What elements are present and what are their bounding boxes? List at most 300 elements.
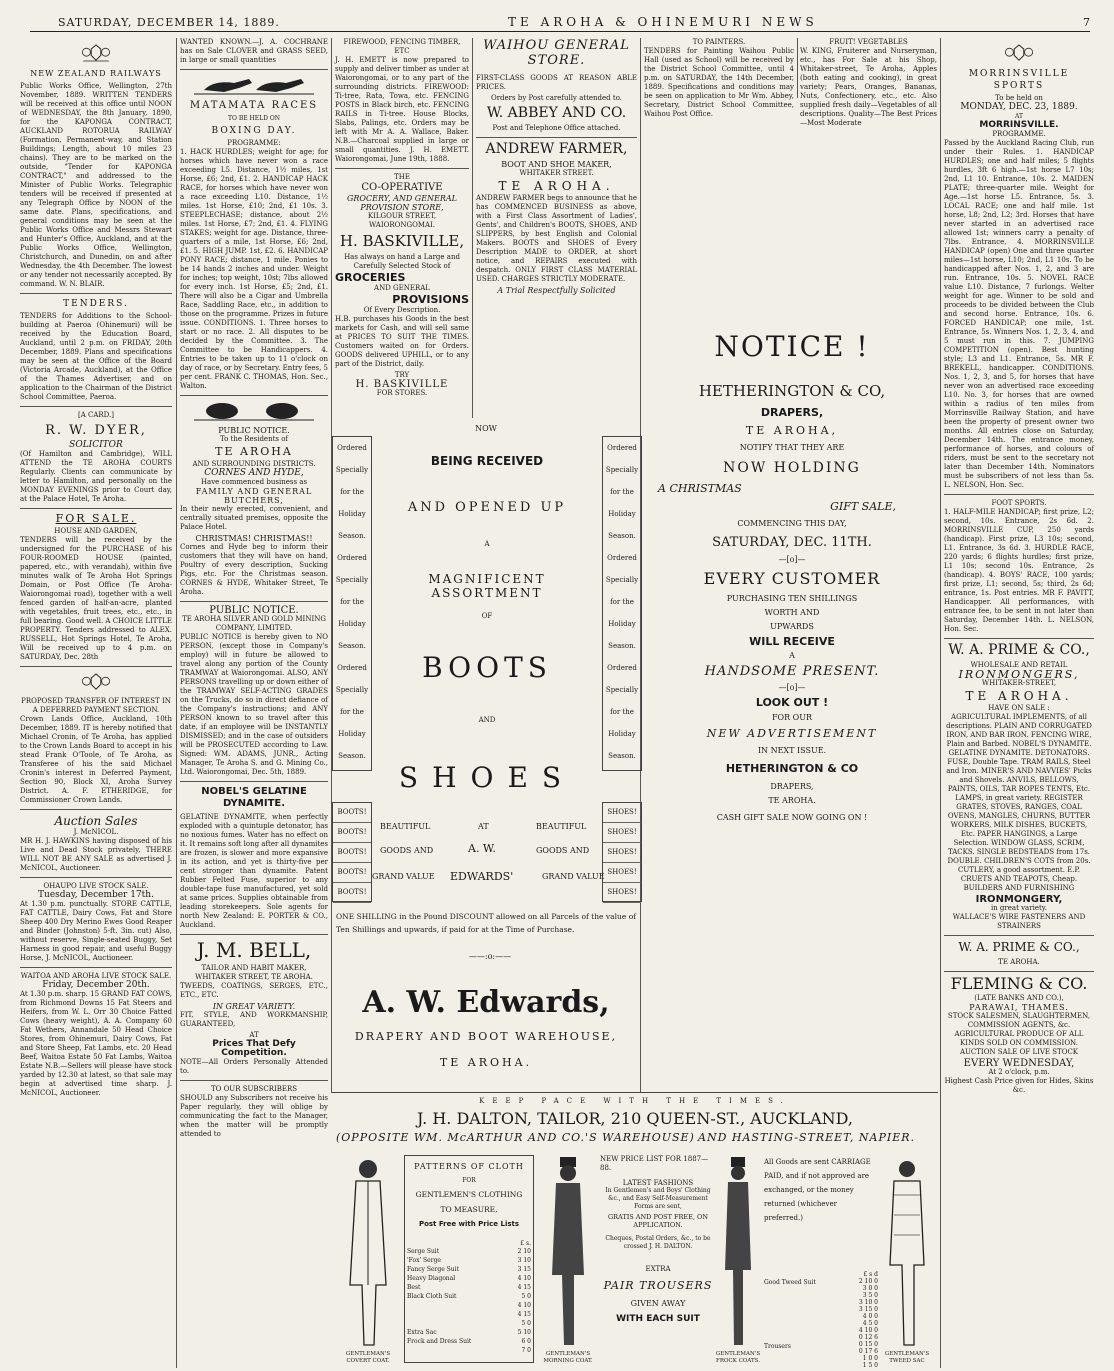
- baskiville-sub: Has always on hand a Large and Carefully Selected Stock of: [344, 253, 460, 270]
- price-item: Black Cloth Suit: [407, 1293, 457, 1300]
- beautiful-left: BEAUTIFUL: [380, 822, 431, 831]
- right-sidebar: [602, 436, 642, 771]
- racehorse-icon: [194, 74, 314, 96]
- column-rule: [940, 38, 941, 1368]
- column-7: [944, 38, 1094, 1366]
- column-rule: [797, 38, 798, 98]
- price-item: Best: [407, 1284, 421, 1291]
- cornes-sub: Have commenced business as: [200, 478, 308, 486]
- painters-heading: TO PAINTERS.: [692, 38, 746, 46]
- tweed-price: 0 17 6: [858, 1348, 878, 1355]
- list-item: SHOES!: [603, 823, 641, 843]
- public-notice-sub: TE AROHA SILVER AND GOLD MINING COMPANY, LIMITED.: [182, 615, 326, 632]
- list-item: Season.: [338, 752, 366, 760]
- tweed-price: 0 12 6: [858, 1334, 878, 1341]
- public-notice-body: PUBLIC NOTICE is hereby given to NO PERSON, (except those in Company's employ) will in future be allowed to travel along any portion of the County TRAMWAY at Waiorongomai. ALSO, ANY PERSONS travelling up or down either of the TRAMWAY SELF-ACTING GRADES on the Trucks, do so in direct defiance of the Company's instructions; and ANY PERSON known to so travel after this date, if an employee will be INSTANTLY DISMISSED; and in the case of outsiders will be PROSECUTED according to Law. Signed: WM. ADAMS, JUNR., Acting Manager, Te Aroha S. and G. Mining Co., Ltd. Waiorongomai, Dec. 5th, 1889.: [180, 633, 328, 776]
- cheques-text: Cheques, Postal Orders, &c., to be crossed J. H. DALTON.: [605, 1235, 711, 1250]
- list-item: BOOTS!: [333, 823, 371, 843]
- farmer-body: ANDREW FARMER begs to announce that he has COMMENCED BUSINESS as above, with a First Class Assortment of Ladies', Gents', and Children's BOOTS, SHOES, AND SLIPPERS, by best English and Colonial Makers. BOOTS and SHOES of Every Description MADE to ORDER, at short notice, and REPAIRS executed with despatch. ONLY FIRST CLASS MATERIAL USED. CHARGES STRICTLY MODERATE.: [476, 194, 638, 283]
- dyer-body: (Of Hamilton and Cambridge), WILL ATTEND the TE AROHA COURTS Regularly. Clients can communicate by letter to Hamilton, and personally on the MONDAY EVENINGS prior to Court day, at the Palace Hotel, Te Aroha.: [20, 450, 172, 503]
- trial-text: A Trial Respectfully Solicited: [497, 286, 616, 295]
- notice-town: TE AROHA: [215, 445, 293, 458]
- orders-text: Orders by Post carefully attended to.: [490, 94, 623, 102]
- fruit-heading: FRUIT! VEGETABLES: [829, 38, 908, 46]
- divider: [20, 293, 172, 294]
- races-heading: MATAMATA RACES: [189, 100, 319, 111]
- bell-variety: IN GREAT VARIETY.: [212, 1002, 296, 1011]
- dalton-ad: [332, 1092, 938, 1368]
- farmer-street: WHITAKER STREET.: [519, 169, 594, 177]
- bell-prices: Prices That Defy Competition.: [212, 1039, 296, 1058]
- left-sidebar: [332, 436, 372, 771]
- dalton-name: J. H. DALTON, TAILOR, 210 QUEEN-ST., AUCKLAND,: [416, 1109, 854, 1128]
- ornament: —[o]—: [778, 683, 806, 692]
- have-on-sale: HAVE ON SALE :: [988, 704, 1050, 712]
- grocery-heading: GROCERY, AND GENERAL PROVISION STORE,: [347, 194, 457, 212]
- fruit-body: W. KING, Fruiterer and Nurseryman, etc., has For Sale at his Shop, Whitaker-street, Te Aroha, Apples (both eating and cooking), in great variety; Pears, Oranges, Bananas, Nuts, Confectionery, etc., etc. Also supplied fresh daily—Vegetables of all descriptions. Quality—The Best Prices—Most Moderate: [800, 47, 937, 127]
- gentleman-figure-icon: [340, 1155, 396, 1350]
- list-item: SHOES!: [603, 883, 641, 903]
- public-notice-heading: PUBLIC NOTICE.: [209, 605, 299, 616]
- farmer-name: ANDREW FARMER,: [485, 141, 628, 157]
- waitoa-date: Friday, December 20th.: [42, 980, 150, 990]
- tenders-heading: TENDERS.: [63, 299, 129, 309]
- sports-body: Passed by the Auckland Racing Club, run under their Rules. 1. HANDICAP HURDLES; one and half miles; 5 flights hurdles, 3ft 6 high.—1st horse L7 10s; 2nd, L1 10. Entrance, 10s. 2. MAIDEN PLATE; three-quarter mile. Weight for Age.—1st horse L5. Entrance, 5s. 3. LOCAL RACE; one and half mile. 1st horse, L8; 2nd, L2; 3rd. Horses that have never started in an advertised race allowed 1st; winners carry a penalty of 7lbs. Entrance, 4. MORRINSVILLE HANDICAP (open) One and three quarter miles—1st horse, L10; 2nd, L1 10s. To be handicapped after Nos. 1, 2, and 3 are run. Entrance, 10s. 5. NOVEL RACE value L10. Distance, 7 furlongs. Welter weight for age. Winner to be sold and proceeds to be divided between the Club and second horse. Entrance, 10s. 6. FORCED HANDICAP; one mile, 1st. Entrance, 5s. Winners Nos. 1, 2, 3, 4, and 5 must run in this. 7. JUMPING COMPETITION (open). Best hunting style; L3 and L1. Entrance, 5s. MR F. BREKELL, handicapper. CONDITIONS. Nos. 1, 2, 3, and 5, for horses that have never won an advertised race exceeding L10. No. 3, for horses that are owned within a radius of ten miles from Morrinsville Railway Station, and have been the property of present owner two months. All entries close on Saturday, December 14th. The entrance money, performance of horses, and colours of riders, must be sent to the secretary not later than December 14th. Nominators must be subscribers of not less than 5s. L. NELSON, Hon. Sec.: [944, 139, 1094, 489]
- divider: [335, 168, 469, 169]
- a-text: A: [789, 651, 795, 660]
- bell-name: J. M. BELL,: [196, 938, 312, 962]
- bell-fit: FIT, STYLE, AND WORKMANSHIP, GUARANTEED,: [180, 1011, 328, 1028]
- tweed-price: 4 5 0: [862, 1320, 878, 1327]
- keep-pace: KEEP PACE WITH THE TIMES.: [479, 1097, 791, 1105]
- list-item: Specially: [605, 576, 639, 584]
- dalton-opposite: (OPPOSITE WM. McARTHUR AND CO.'S WAREHOUSE): [336, 1131, 695, 1144]
- bell-items: TWEEDS, COATINGS, SERGES, ETC., ETC., ETC.: [180, 982, 328, 999]
- prime-body: AGRICULTURAL IMPLEMENTS, of all descriptions. PLAIN AND CORRUGATED IRON, AND BAR IRON. FENCING WIRE, Plain and Barbed. NOBEL'S DYNAMITE. GELATINE DYNAMITE. DETONATORS. FUSE, Double Tape. TRAM RAILS, Steel and Iron. MINER'S AND NAVVIES' Picks and Shovels. ANVILS, BELLOWS, PAINTS, OILS, TAR ROPES TENTS, Etc. LAMPS, in great variety. REGISTER GRATES, STOVES, RANGES, COAL OVENS, MANGLES, CHURNS, BUTTER WORKERS, MILK DISHES, BUCKETS, Etc. PAPER HANGINGS, a Large Selection. WINDOW GLASS, SCRIM, TACKS. SINGLE BEDSTEADS from 17s. DOUBLE. CHILDREN'S COTS from 20s. CUTLERY, a good assortment. E.P. CRUETS AND TEAPOTS, Cheap. BUILDERS AND FURNISHING: [946, 713, 1092, 892]
- at-label: AT: [478, 822, 489, 831]
- all-goods-text: All Goods are sent CARRIAGE PAID, and if not approved are exchanged, or the money returned (whichever preferred.): [764, 1158, 871, 1222]
- caption-covert: GENTLEMAN'S COVERT COAT.: [345, 1351, 391, 1364]
- pair-trousers: PAIR TROUSERS: [603, 1279, 713, 1292]
- programme-label: PROGRAMME:: [227, 139, 281, 147]
- sale-date: SATURDAY, DEC. 11TH.: [712, 535, 872, 550]
- ohaupo-body: At 1.30 p.m. punctually. STORE CATTLE, FAT CATTLE, Dairy Cows, Fat and Store Sheep 400 Dry Merino Ewes Good Reaper and Binder (Johnston) 5-ft. 3in. cut) Also, without reserve, Single-seated Buggy, Set Harness in good repair, and useful Buggy Horse, J. McNICOL, Auctioneer.: [20, 900, 172, 962]
- bell-note: NOTE—All Orders Personally Attended to.: [180, 1058, 328, 1075]
- of-label: OF: [481, 612, 493, 620]
- aw-label: A. W.: [468, 842, 496, 855]
- livestock-icon: [194, 400, 314, 422]
- price-row: [407, 1283, 531, 1292]
- cash-gift-text: CASH GIFT SALE NOW GOING ON !: [716, 813, 868, 822]
- price-row: [407, 1292, 531, 1301]
- provisions-label: PROVISIONS: [392, 293, 469, 306]
- wallace-text: WALLACE'S WIRE FASTENERS AND STRAINERS: [952, 913, 1086, 930]
- tweed-prices: [764, 1271, 878, 1369]
- nobel-heading: NOBEL'S GELATINE DYNAMITE.: [201, 786, 307, 809]
- for-stores-label: FOR STORES.: [376, 389, 428, 397]
- price-value: 7 0: [521, 1347, 531, 1354]
- of-every-label: Of Every Description.: [363, 306, 441, 314]
- grand-left: GRAND VALUE: [372, 872, 435, 881]
- price-value: 4 15: [517, 1311, 531, 1318]
- nobel-body: GELATINE DYNAMITE, when perfectly exploded with a quintuple detonator, has no noxious fumes. Water has no effect on it. It remains soft long after all dynamites are frozen, is slower and more expansive in its action, and yet is thirty-five per cent stronger than dynamite. Patent Rubber Felted Fuse, superior to any double-tape fuse manufactured, yet sold at same prices. Supplies obtainable from leading storekeepers. Sole agents for north New Zealand: E. PORTER & CO., Auckland.: [180, 813, 328, 929]
- firewood-heading: FIREWOOD, FENCING TIMBER, ETC: [343, 38, 461, 55]
- notify-text: NOTIFY THAT THEY ARE: [739, 443, 845, 452]
- list-item: Specially: [335, 576, 369, 584]
- price-value: 2 10: [517, 1248, 531, 1255]
- farmer-town: TE AROHA.: [498, 179, 615, 193]
- coat-of-arms-icon: [80, 671, 112, 693]
- terms-box: [764, 1155, 878, 1369]
- list-item: Ordered: [607, 664, 637, 672]
- house-body: TENDERS will be received by the undersigned for the PURCHASE of his FOUR-ROOMED HOUSE (painted, papered, etc., with verandah), within five minutes walk of Te Aroha Hot Springs Domain, or Post Office (Te Aroha-Waiorongomai road), together with a well fenced garden of half-an-acre, planted with vegetables, fruit trees, etc., etc., in full bearing. Good well. A CHOICE LITTLE PROPERTY. Tenders addressed to ALEX. RUSSELL, Hot Springs Hotel, Te Aroha, Will be received up to 4 p.m. on SATURDAY, Dec. 28th: [20, 536, 172, 661]
- price-value: 4 10: [517, 1275, 531, 1282]
- divider: [180, 934, 328, 935]
- wanted-notice: WANTED KNOWN.—J. A. COCHRANE has on Sale CLOVER and GRASS SEED, in large or small quantities: [180, 38, 328, 64]
- masthead: [30, 14, 1090, 32]
- next-issue: IN NEXT ISSUE.: [757, 746, 827, 755]
- price-value: 5 0: [521, 1293, 531, 1300]
- price-row: [407, 1319, 531, 1328]
- column-5b: [800, 38, 937, 127]
- price-value: 3 15: [517, 1266, 531, 1273]
- price-item: Heavy Diagonal: [407, 1275, 456, 1282]
- hetherington-ad: [648, 330, 936, 890]
- shoes-heading: SHOES: [398, 761, 576, 794]
- tweed-price: 1 5 0: [862, 1362, 878, 1369]
- price-value: 3 10: [517, 1257, 531, 1264]
- divider: [180, 1080, 328, 1081]
- price-list-header: £ s.: [520, 1240, 531, 1247]
- column-rule: [176, 38, 177, 1368]
- coat-of-arms-icon: [80, 42, 112, 64]
- sports-place: MORRINSVILLE.: [979, 120, 1059, 130]
- christmas-heading: CHRISTMAS! CHRISTMAS!!: [195, 534, 313, 543]
- column-1: [20, 38, 172, 1366]
- new-advertisement: NEW ADVERTISEMENT: [706, 727, 878, 740]
- tweed-price: 1 0 0: [862, 1355, 878, 1362]
- gentleman-figure-icon: [718, 1155, 758, 1350]
- forour-text: FOR OUR: [772, 713, 812, 722]
- coat-of-arms-icon: [1003, 42, 1035, 64]
- butchers-heading: FAMILY AND GENERAL BUTCHERS,: [195, 487, 313, 505]
- waitoa-body: At 1.30 p.m. sharp. 15 GRAND FAT COWS, from Richmond Downs 15 Fat Steers and Heifers, from W. L. Orr 30 Choice Fatted Cows (heavy weight), A. A. Company 60 Fat Wethers, Annandale 50 Head Choice Stores, from Ohinemuri, Dairy Cows, Fat and Store Sheep, Fat Lambs, etc. 20 Head Beef, Waitoa Estate 50 Fat Lambs, Waitoa Estate N.B.—Sellers will please have stock yarded by 12.30 at latest, so that sale may begin at advertised time sharp. J. McNICOL, Auctioneer.: [20, 990, 173, 1097]
- patterns-heading: PATTERNS OF CLOTH: [414, 1162, 524, 1171]
- tweed-price: 3 10 0: [858, 1299, 878, 1306]
- edwards-label: EDWARDS': [450, 870, 514, 883]
- and-label: AND: [478, 716, 496, 724]
- price-item: Fancy Serge Suit: [407, 1266, 459, 1273]
- notice-title: NOTICE !: [714, 330, 870, 363]
- hetherington-firm-2: HETHERINGTON & CO: [725, 762, 859, 775]
- shoes-list: [602, 802, 642, 902]
- price-list-box: [600, 1155, 716, 1363]
- every-wednesday: EVERY WEDNESDAY,: [963, 1058, 1075, 1069]
- boots-list: [332, 802, 372, 902]
- discount-text: ONE SHILLING in the Pound DISCOUNT allowed on all Parcels of the value of Ten Shillings and upwards, if paid for at the Time of Purchase.: [336, 912, 636, 934]
- fleming-place: PARAWAI, THAMES.: [969, 1003, 1069, 1012]
- tweed-header: £ s d: [863, 1271, 878, 1278]
- railways-heading: NEW ZEALAND RAILWAYS: [30, 69, 162, 78]
- foot-sports-heading: FOOT SPORTS.: [991, 499, 1047, 507]
- price-row: [407, 1256, 531, 1265]
- abbey-name: W. ABBEY AND CO.: [486, 105, 627, 121]
- being-received: BEING RECEIVED: [430, 454, 544, 468]
- for-sale-heading: FOR SALE.: [55, 512, 137, 525]
- list-item: for the: [340, 708, 364, 716]
- card-label: [A CARD.]: [77, 411, 114, 419]
- notice-heading: PUBLIC NOTICE.: [218, 426, 290, 435]
- lookout-text: LOOK OUT !: [755, 696, 829, 709]
- prime-town-2: TE AROHA.: [998, 958, 1040, 966]
- cornes-body: In their newly erected, convenient, and centrally situated premises, opposite the Palace Hotel.: [180, 505, 328, 531]
- divider: [180, 601, 328, 602]
- list-item: BOOTS!: [333, 803, 371, 823]
- list-item: Season.: [608, 642, 636, 650]
- list-item: Ordered: [337, 444, 367, 452]
- prime-street: WHITAKER-STREET,: [981, 679, 1057, 687]
- prime-name: W. A. PRIME & CO.,: [948, 642, 1090, 658]
- worth-text: WORTH AND: [764, 608, 820, 617]
- patterns-box: [404, 1155, 534, 1363]
- list-item: Holiday: [608, 620, 636, 628]
- list-item: BOOTS!: [333, 843, 371, 863]
- price-value: 4 10: [517, 1302, 531, 1309]
- latest-fashions: LATEST FASHIONS: [622, 1179, 694, 1187]
- transfer-body: Crown Lands Office, Auckland, 10th December, 1889. IT is hereby notified that Michael Cronin, of Te Aroha, has applied to the Crown Lands Board to accept in his stead Frank O'Toole, of Te Aroha, as Transferee of his the said Michael Cronin's interest in Deferred Payment, Section 90, Block XI, Aroha Survey District. A. F. ETHERIDGE, for Commissioner Crown Lands.: [20, 715, 172, 804]
- tweed-price: 4 10 0: [858, 1327, 878, 1334]
- caption-morning: GENTLEMAN'S MORNING COAT.: [543, 1351, 593, 1364]
- tweed-label: Good Tweed Suit: [764, 1279, 816, 1286]
- price-value: 5 10: [517, 1329, 531, 1336]
- extra-label: EXTRA: [645, 1265, 671, 1273]
- price-row: [407, 1301, 531, 1310]
- list-item: Season.: [608, 752, 636, 760]
- column-rule: [472, 38, 473, 418]
- present-text: HANDSOME PRESENT.: [704, 664, 880, 679]
- list-item: Ordered: [337, 664, 367, 672]
- bell-sub: TAILOR AND HABIT MAKER, WHITAKER STREET, TE AROHA.: [195, 964, 313, 981]
- list-item: Holiday: [608, 510, 636, 518]
- notice-sub: AND SURROUNDING DISTRICTS.: [192, 460, 316, 468]
- column-2: [180, 38, 328, 1138]
- list-item: Season.: [608, 532, 636, 540]
- railways-body: Public Works Office, Wellington, 27th November, 1889. WRITTEN TENDERS will be received at this office until NOON of WEDNESDAY, the 8th January, 1890, for the KAPONGA CONTRACT, AUCKLAND ROTORUA RAILWAY (Formation, Permanent-way, and Station Buildings; Length, about 10 miles 23 chains). They are to be marked on the outside, "Tender for KAPONGA CONTRACT," and addressed to the Minister of Public Works. Telegraphic tenders will be received if presented at any Telegraph Office by NOON of the same date. Plans, specifications, and general conditions may be seen at the Public Works Office and Messrs Stewart and Hunter's Office, Auckland, and at the Public Works Office, Wellington, Christchurch, and Dunedin, on and after Wednesday, the 4th December. The lowest or any tender not necessarily accepted. By command. W. N. BLAIR.: [20, 82, 172, 288]
- divider: [476, 137, 637, 138]
- list-item: Season.: [338, 642, 366, 650]
- boots-heading: BOOTS: [422, 651, 552, 684]
- for-label: FOR: [462, 1177, 476, 1184]
- to-measure: TO MEASURE,: [440, 1205, 498, 1214]
- hetherington-firm: HETHERINGTON & CO,: [698, 382, 886, 400]
- new-price-list: NEW PRICE LIST FOR 1887—88.: [600, 1155, 709, 1172]
- sports-heading: MORRINSVILLE SPORTS: [968, 69, 1070, 91]
- price-item: Extra Sac: [407, 1329, 437, 1336]
- list-item: Specially: [605, 686, 639, 694]
- fleming-sub: (LATE BANKS AND CO.),: [974, 994, 1064, 1002]
- hawkins-notice: MR H. J. HAWKINS having disposed of his Live and Dead Stock privately, THERE WILL NOT BE ANY SALE as advertised J. McNICOL, Auctioneer.: [20, 837, 172, 872]
- divider: [180, 69, 328, 70]
- ornament-divider: ——:o:——: [468, 952, 512, 961]
- ohaupo-date: Tuesday, December 17th.: [38, 890, 154, 900]
- list-item: BOOTS!: [333, 863, 371, 883]
- edwards-town: TE AROHA.: [439, 1056, 533, 1069]
- waitoa-heading: WAITOA AND AROHA LIVE STOCK SALE.: [20, 972, 172, 980]
- baskiville-name: H. BASKIVILLE,: [339, 232, 465, 250]
- gentlemens-clothing: GENTLEMEN'S CLOTHING: [415, 1190, 523, 1199]
- opened-up: AND OPENED UP: [407, 500, 567, 515]
- prime-name-2: W. A. PRIME & CO.,: [958, 940, 1080, 954]
- now-label: NOW: [475, 424, 497, 433]
- drapers-2: DRAPERS,: [770, 782, 814, 791]
- column-5: [644, 38, 794, 118]
- ohaupo-heading: OHAUPO LIVE STOCK SALE.: [43, 882, 149, 890]
- races-body: 1. HACK HURDLES; weight for age; for horses which have never won a race exceeding L5. Distance, 1½ miles, 1st Horse, £6; 2nd, £1. 2. HANDICAP HACK RACE, for horses which have never won a race exceeding L10. Distance, 1½ miles. 1st Horse, £10; 2nd, £1 10s. 3. STEEPLECHASE; distance, about 2½ miles. 1st Horse, £7; 2nd, £1. 4. FLYING STAKES; weight for age. Distance, three-quarters of a mile, 1st Horse, £6; 2nd, £1. 5. HIGH JUMP. 1st, £2. 6. HANDICAP PONY RACE; distance, 1 mile. Ponies to be 14 hands 2 inches and under. Weight for inches; top weight, 10st; 7lbs allowed for every inch. 1st Horse, £5; 2nd, £1. There will also be a Cigar and Umbrella Race, Saddling Race, etc., in addition to those on the programme. Prizes in future issue. CONDITIONS. 1. Three horses to start or no race. 2. All disputes to be decided by the Committee. 3. The Committee to be Handicappers. 4. Entries to be taken up to 11 o'clock on day of race, or by Secretary. Entry fees, 5 per cent. FRANK C. THOMAS, Hon. Sec., Walton.: [180, 148, 328, 390]
- every-customer: EVERY CUSTOMER: [703, 569, 881, 588]
- sports-at: AT: [1014, 113, 1023, 120]
- given-away: GIVEN AWAY: [630, 1299, 686, 1308]
- list-item: for the: [340, 488, 364, 496]
- ornament: —[o]—: [778, 555, 806, 564]
- races-sub: TO BE HELD ON: [227, 115, 280, 122]
- list-item: SHOES!: [603, 803, 641, 823]
- ironmongery: IRONMONGERY,: [975, 894, 1063, 905]
- list-item: Ordered: [337, 554, 367, 562]
- waihou-heading: WAIHOU GENERAL STORE.: [483, 38, 630, 68]
- try-label: TRY: [394, 371, 410, 379]
- dyer-title: SOLICITOR: [69, 440, 123, 450]
- newspaper-title: TE AROHA & OHINEMURI NEWS: [508, 15, 818, 29]
- coop-heading: CO-OPERATIVE: [361, 182, 443, 193]
- tweed-price: 3 15 0: [858, 1306, 878, 1313]
- list-item: SHOES!: [603, 843, 641, 863]
- subscribers-body: SHOULD any Subscribers not receive his Paper regularly, they will oblige by communicating the fact to the Manager, when the matter will be promptly attended to: [180, 1094, 328, 1138]
- drapers-label: DRAPERS,: [760, 406, 824, 419]
- sports-held: To be held on: [995, 94, 1043, 102]
- price-item: Frock and Dress Suit: [407, 1338, 472, 1345]
- magnificent-assortment: MAGNIFICENT ASSORTMENT: [428, 572, 546, 600]
- tenders-body: TENDERS for Additions to the School-building at Paeroa (Ohinemuri) will be received by the Education Board, Auckland, until 2 p.m. on FRIDAY, 20th December, 1889. Plans and specifications may be seen at the Office of the Board (Victoria Arcade, Auckland), at the Office of the Thames Advertiser, and on application to the Chairman of the District School Committee, Paeroa.: [20, 312, 172, 401]
- races-day: BOXING DAY.: [211, 126, 297, 136]
- page-number: 7: [1083, 16, 1090, 29]
- price-item: Serge Suit: [407, 1248, 440, 1255]
- list-item: Specially: [335, 686, 369, 694]
- edwards-ad: [332, 424, 640, 904]
- trousers-label: Trousers: [764, 1343, 791, 1350]
- fleming-name: FLEMING & CO.: [950, 974, 1088, 993]
- fleming-body: STOCK SALESMEN, SLAUGHTERMEN, COMMISSION AGENTS, &c. AGRICULTURAL PRODUCE OF ALL KINDS SOLD ON COMMISSION. AUCTION SALE OF LIVE STOCK: [947, 1012, 1091, 1056]
- caption-tweed: GENTLEMAN'S TWEED SAC: [884, 1351, 930, 1364]
- notice-town: TE AROHA,: [745, 424, 839, 437]
- commencing-text: COMMENCING THIS DAY,: [737, 519, 847, 528]
- divider: [180, 781, 328, 782]
- list-item: for the: [610, 598, 634, 606]
- a-label: A: [484, 540, 490, 548]
- receive-text: WILL RECEIVE: [749, 635, 835, 648]
- column-4: [476, 38, 637, 418]
- gentleman-figure-icon: [880, 1155, 934, 1350]
- prime-town: TE AROHA.: [965, 689, 1073, 703]
- firstclass-text: FIRST-CLASS GOODS AT REASON ABLE PRICES.: [476, 74, 637, 91]
- edwards-big-name: A. W. Edwards,: [362, 985, 610, 1020]
- tweed-price: 2 10 0: [858, 1278, 878, 1285]
- grand-right: GRAND VALUE: [542, 872, 605, 881]
- divider: [180, 395, 328, 396]
- painters-body: TENDERS for Painting Waihou Public Hall (used as School) will be received by the District School Committee, until 4 p.m. on SATURDAY, the 14th December, 1889. Specifications and conditions may be seen on application to Mr Wm. Abbey, Secretary, District School Committee, Waihou Post Office.: [644, 47, 794, 118]
- ironmongers: IRONMONGERS,: [958, 668, 1080, 681]
- post-text: Post and Telephone Office attached.: [492, 124, 621, 132]
- farmer-sub: BOOT AND SHOE MAKER,: [501, 160, 612, 169]
- sports-date: MONDAY, DEC. 23, 1889.: [960, 102, 1078, 112]
- sports-programme: PROGRAMME.: [992, 130, 1046, 138]
- list-item: Specially: [335, 466, 369, 474]
- emett-body: J. H. EMETT is now prepared to supply and deliver timber as under at Waiorongomai, or to any part of the surrounding districts. FIREWOOD: Ti-tree, Rata, Towa, etc. FENCING POSTS in Black birch, etc. FENCING RAILS in Ti-tree. House Blocks, Slabs, Palings, etc. Orders may be left with Mr A. A. Wallace, Baker. N.B.—Charcoal supplied in large or small quantities. J. H. EMETT. Waiorongomai, June 19th, 1888.: [335, 56, 469, 163]
- divider: [20, 508, 172, 509]
- bell-at: AT: [249, 1031, 259, 1039]
- purchasing-text: PURCHASING TEN SHILLINGS: [726, 594, 858, 603]
- tweed-price: 3 5 0: [862, 1292, 878, 1299]
- house-heading: HOUSE AND GARDEN,: [54, 527, 138, 535]
- notice-to: To the Residents of: [219, 435, 289, 443]
- baskiville-body: H.B. purchases his Goods in the best markets for Cash, and will sell same at PRICES TO SUIT THE TIMES. Customers waited on for Orders. GOODS delivered UPHILL, or to any part of the District, daily.: [335, 315, 469, 368]
- divider: [944, 638, 1094, 639]
- tweed-price: 3 0 0: [862, 1285, 878, 1292]
- upwards-text: UPWARDS: [770, 622, 814, 631]
- page-date: SATURDAY, DECEMBER 14, 1889.: [58, 16, 280, 29]
- list-item: Ordered: [607, 444, 637, 452]
- dyer-name: R. W. DYER,: [45, 423, 147, 438]
- list-item: BOOTS!: [333, 883, 371, 903]
- subscribers-heading: TO OUR SUBSCRIBERS: [210, 1085, 298, 1093]
- divider: [20, 877, 172, 878]
- price-row: [407, 1274, 531, 1283]
- baskiville-signature: H. BASKIVILLE: [355, 379, 449, 390]
- list-item: for the: [610, 488, 634, 496]
- town-2: TE AROHA.: [768, 796, 816, 805]
- at-two: At 2 o'clock, p.m.: [988, 1068, 1050, 1076]
- auctioneer-name: J. McNICOL.: [73, 828, 119, 836]
- kilgour-address: KILGOUR STREET, WAIORONGOMAI.: [367, 212, 437, 229]
- highest-price: Highest Cash Price given for Hides, Skins &c.: [944, 1077, 1094, 1094]
- groceries-label: GROCERIES: [335, 271, 406, 284]
- divider: [20, 967, 172, 968]
- price-value: 4 15: [517, 1284, 531, 1291]
- cornes-heading: CORNES AND HYDE,: [204, 468, 304, 478]
- latest-body: In Gentlemen's and Boys' Clothing &c., and Easy Self-Measurement Forms are sent,: [605, 1187, 711, 1210]
- edwards-drapery: DRAPERY AND BOOT WAREHOUSE,: [354, 1030, 618, 1043]
- price-row: [407, 1310, 531, 1319]
- divider: [944, 971, 1094, 972]
- price-list: [407, 1240, 531, 1355]
- list-item: Holiday: [338, 510, 366, 518]
- gift-text: GIFT SALE,: [830, 500, 896, 513]
- tweed-price: 4 0 0: [862, 1313, 878, 1320]
- variety-text: in great variety.: [990, 904, 1048, 912]
- caption-frock: GENTLEMAN'S FROCK COATS.: [715, 1351, 761, 1364]
- auction-heading: Auction Sales: [54, 814, 138, 828]
- dalton-hasting: AND HASTING-STREET, NAPIER.: [698, 1131, 916, 1144]
- foot-sports-body: 1. HALF-MILE HANDICAP; first prize, L2; second, 10s. Entrance, 2s 6d. 2. MORRINSVILLE CUP, 250 yards (handicap). First prize, L3 10s; second, L1. Entrance, 3s 6d. 3. HURDLE RACE, 220 yards; 6 flights hurdles; first prize, L1 10s; second 10s. Entrance, 2s (handicap). 4. BOYS' RACE, 100 yards; first prize, L1; second, 5s; third, 2s 6d; entrance, 1s. Post entries. MR F. PAVITT, Handicapper. All performances, with entrance fee, to be sent in not later than Saturday, December 14th. L. NELSON, Hon. Sec.: [944, 508, 1094, 633]
- list-item: Holiday: [608, 730, 636, 738]
- list-item: Holiday: [338, 730, 366, 738]
- prime-sub: WHOLESALE AND RETAIL: [970, 661, 1068, 669]
- price-value: 5 0: [521, 1320, 531, 1327]
- list-item: Season.: [338, 532, 366, 540]
- divider: [944, 935, 1094, 936]
- list-item: SHOES!: [603, 863, 641, 883]
- goods-right: GOODS AND: [536, 846, 590, 855]
- post-free: Post Free with Price Lists: [418, 1220, 520, 1228]
